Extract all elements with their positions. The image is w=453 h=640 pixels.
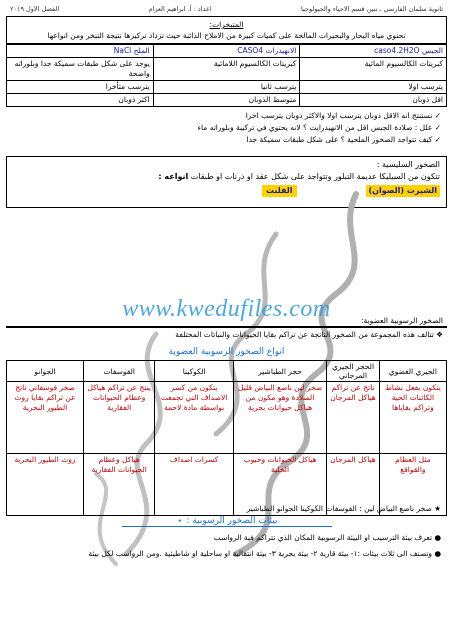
table-cell: كبريتات الكالسيوم اللامائية: [153, 58, 300, 81]
table-cell: صخر لين ناصع البياض قليل الصلادة وهو مكون من هياكل حيوانات بحرية: [233, 382, 326, 454]
table-row: [7, 94, 447, 107]
table-cell: متوسط الذوبان: [153, 94, 300, 107]
soft-rocks-line: ★ صخر ناصع البياض لين : الفوسفات الكوكينا الجوانو الطباشير: [6, 504, 447, 513]
worksheet-page: [6, 4, 447, 636]
table-cell: هياكل الحيوانات وحبوب الخلية: [233, 454, 326, 516]
siliceous-types: [13, 185, 440, 197]
evaporites-title: المتبخرات:: [209, 20, 244, 29]
organic-section: [6, 316, 447, 357]
question-line: ✓ كيف تتواجد الصخور الملحية ؟ على شكل طبقات سميكة جدا: [6, 134, 441, 146]
table-cell: اكثر ذوبان: [7, 94, 154, 107]
term-label: الفصل الاول ٢٠١٩: [10, 5, 60, 13]
table-cell: الانهيدرات CASO4: [153, 45, 300, 58]
table-cell: يترسب ثانيا: [153, 81, 300, 94]
table-row: [7, 382, 447, 454]
evaporites-box: [6, 16, 447, 44]
column-header: الجيري العضوي: [379, 361, 446, 382]
table-row: [7, 81, 447, 94]
page-header: [6, 4, 447, 14]
table-row: [7, 45, 447, 58]
table-cell: ناتج عن تراكم هياكل المرجان: [327, 382, 380, 454]
siliceous-title: الصخور السليسية :: [376, 160, 440, 169]
table-cell: يترسب متأخرا: [7, 81, 154, 94]
environments-title: بيئات الصخور الرسوبية : 🔹: [122, 516, 332, 527]
evaporites-table: [6, 44, 447, 107]
table-cell: يوجد على شكل طبقات سميكة جدا وبلوراته واضحة: [7, 58, 154, 81]
table-cell: يتكون بفعل نشاط الكائنات الحية وتراكم بقاياها: [379, 382, 446, 454]
column-header: حجر الطباشير: [233, 361, 326, 382]
table-cell: كسرات اصداف: [155, 454, 233, 516]
question-line: ✓ علل : صلادة الجبس اقل من الانهيدرايت ؟ لانه يحتوي في تركيبة وبلوراته ماء: [6, 122, 441, 134]
question-line: ✓ نستنتج انه الاقل ذوبان يترسب اولا والاكثر ذوبان يترسب اخرا: [6, 110, 441, 122]
siliceous-types-label: انواعه :: [158, 172, 189, 181]
table-cell: الجبس caso4.2H2O: [300, 45, 447, 58]
column-header: الكوكينا: [155, 361, 233, 382]
table-cell: هياكل المرجان: [327, 454, 380, 516]
table-cell: الملح NaCl: [7, 45, 154, 58]
table-cell: هياكل وعظام الحيوانات الفقارية: [84, 454, 155, 516]
table-header-row: [7, 361, 447, 382]
siliceous-box: [6, 156, 447, 208]
column-header: الجوانو: [7, 361, 84, 382]
evaporites-desc: تحتوي مياه البحار والبحيرات المالحة على كميات كبيرة من الاملاح الذائبة حيث تزداد تركيزها نتيجة التبخر ومن انواعها: [47, 31, 406, 40]
table-cell: اقل ذوبان: [300, 94, 447, 107]
chert-label: الشيرت (الصوان): [366, 185, 440, 197]
siliceous-desc: تتكون من السيليكا عديمة التبلور وتتواجد على شكل عقد او درنات او طبقات: [190, 172, 440, 181]
evaporites-questions: [6, 110, 447, 146]
environments-section: [6, 516, 447, 559]
organic-types-title: انواع الصخور الرسوبية العضوية: [168, 347, 285, 357]
column-header: الفوسفات: [84, 361, 155, 382]
column-header: الحجر الجيري المرجاني: [327, 361, 380, 382]
environments-def: ● تعرف بيئة الترسيب او البيئة الرسوبية المكان الذي تتراكم فية الرواسب: [6, 532, 447, 543]
teacher-name: اعداد : أ. ابراهيم العزام: [148, 5, 212, 13]
spacer: [13, 185, 193, 197]
table-cell: يتكون من كسر الاصداف التي تجمعت بواسطة مادة لاحمة: [155, 382, 233, 454]
school-name: ثانوية سلمان الفارسي ـ بنين قسم الاحياء والجيولوجيا: [301, 5, 443, 13]
table-cell: كبريتات الكالسيوم المائية: [300, 58, 447, 81]
table-cell: مثل العظام والقواقع: [379, 454, 446, 516]
table-row: [7, 58, 447, 81]
flint-label: الفلنت: [262, 185, 297, 197]
table-cell: روث الطيور البحرية: [7, 454, 84, 516]
environments-classes: ● وتصنف الى ثلاث بيئات :١- بيئة قارية ٢- بيئة بحرية ٣- بيئة انتقالية او ساحلية او شاطيئية .ومن الرواسب لكل بيئة: [6, 548, 447, 559]
organic-desc: ❖ تتالف هذه المجموعة من الصخور الناتجة عن تراكم بقايا الحيوانات والنباتات المختلفة: [6, 330, 447, 339]
table-cell: يترسب اولا: [300, 81, 447, 94]
organic-label: الصخور الرسوبية العضوية:: [360, 316, 443, 325]
table-cell: ينتج عن تراكم هياكل وعظام الحيوانات الفقارية: [84, 382, 155, 454]
table-cell: صخر فوسفاتي ناتج عن تراكم بقايا روث الطيور البحرية: [7, 382, 84, 454]
divider: [6, 326, 447, 328]
website-watermark: www.kwedufiles.com: [122, 296, 331, 322]
organic-table: [6, 360, 447, 516]
